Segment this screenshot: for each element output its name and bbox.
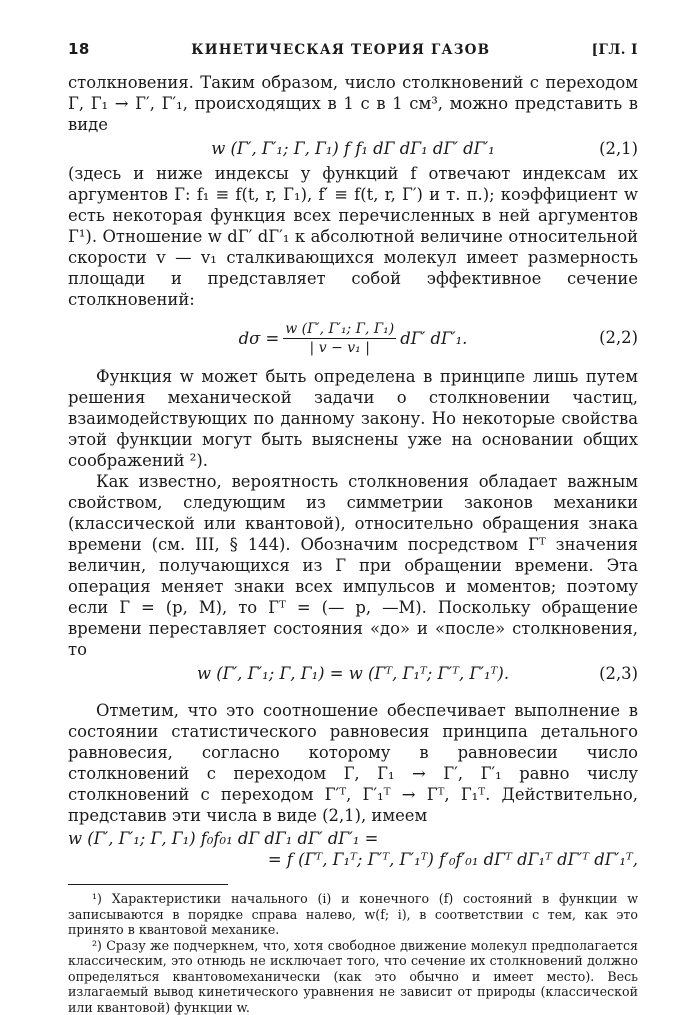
footnote-1: ¹) Характеристики начального (i) и конечного (f) состояний в функции w записываются в порядке справа налево, w(f; i), в соответствии с тем, как это принято в квантовой механике. (68, 891, 638, 938)
paragraph-2: (здесь и ниже индексы у функций f отвечают индексам их аргументов Г: f₁ ≡ f(t, r, Г₁), f′ ≡ f(t, r, Г′) и т. п.); коэффициент w есть некоторая функция всех перечисленных в ней аргументов Г¹). Отношение w dГ′ dГ′₁ к абсолютной величине относительной скорости v — v₁ сталкивающихся молекул имеет размерность площади и представляет собой эффективное сечение столкновений: (68, 163, 638, 310)
equation-2-3-label: (2,3) (599, 663, 638, 684)
equation-2-2-lhs: dσ = (239, 329, 280, 348)
footnote-divider (68, 884, 228, 885)
equation-line-2: = f (Гᵀ, Г₁ᵀ; Г′ᵀ, Г′₁ᵀ) f′₀f′₀₁ dГᵀ dГ₁ᵀ dГ′ᵀ dГ′₁ᵀ, (68, 849, 638, 870)
equation-2-2-label: (2,2) (599, 328, 638, 347)
equation-2-2 (68, 316, 638, 360)
chapter-marker: [ГЛ. I (592, 42, 638, 58)
paragraph-1: столкновения. Таким образом, число столкновений с переходом Г, Г₁ → Г′, Г′₁, происходящих в 1 с в 1 см³, можно представить в виде (68, 72, 638, 135)
paragraph-5: Отметим, что это соотношение обеспечивает выполнение в состоянии статистического равновесия принципа детального равновесия, согласно которому в равновесии число столкновений с переходом Г, Г₁ → Г′, Г′₁ равно числу столкновений с переходом Г′ᵀ, Г′₁ᵀ → Гᵀ, Г₁ᵀ. Действительно, представив эти числа в виде (2,1), имеем (68, 700, 638, 826)
footnote-2: ²) Сразу же подчеркнем, что, хотя свободное движение молекул предполагается классическим, это отнюдь не исключает того, что сечение их столкновений должно определяться квантовомеханически (как это обычно и имеет место). Весь излагаемый вывод кинетического уравнения не зависит от природы (классической или квантовой) функции w. (68, 938, 638, 1015)
equation-detailed-balance (68, 828, 638, 870)
running-header (68, 40, 638, 58)
equation-2-1-label: (2,1) (599, 138, 638, 159)
paragraph-3: Функция w может быть определена в принципе лишь путем решения механической задачи о столкновении частиц, взаимодействующих по данному закону. Но некоторые свойства этой функции могут быть выяснены уже на основании общих соображений ²). (68, 366, 638, 471)
equation-2-2-numerator: w (Г′, Г′₁; Г, Г₁) (283, 321, 396, 339)
paragraph-4: Как известно, вероятность столкновения обладает важным свойством, следующим из симметрии законов механики (классической или квантовой), относительно обращения знака времени (см. III, § 144). Обозначим посредством Гᵀ значения величин, получающихся из Г при обращении времени. Эта операция меняет знаки всех импульсов и моментов; поэтому если Г = (p, M), то Гᵀ = (— p, —M). Поскольку обращение времени переставляет состояния «до» и «после» столкновения, то (68, 471, 638, 660)
equation-2-2-rhs: dГ′ dГ′₁. (400, 329, 467, 348)
equation-2-3 (68, 663, 638, 684)
equation-line-1: w (Г′, Г′₁; Г, Г₁) f₀f₀₁ dГ dГ₁ dГ′ dГ′₁ = (68, 828, 638, 849)
equation-2-2-fraction (283, 321, 396, 356)
equation-2-2-denominator: | v − v₁ | (310, 339, 370, 356)
page-number: 18 (68, 40, 90, 58)
equation-2-1 (68, 138, 638, 159)
equation-2-1-body: w (Г′, Г′₁; Г, Г₁) f f₁ dГ dГ₁ dГ′ dГ′₁ (68, 138, 638, 159)
equation-2-3-body: w (Г′, Г′₁; Г, Г₁) = w (Гᵀ, Г₁ᵀ; Г′ᵀ, Г′₁ᵀ). (68, 663, 638, 684)
running-title: КИНЕТИЧЕСКАЯ ТЕОРИЯ ГАЗОВ (191, 42, 490, 58)
